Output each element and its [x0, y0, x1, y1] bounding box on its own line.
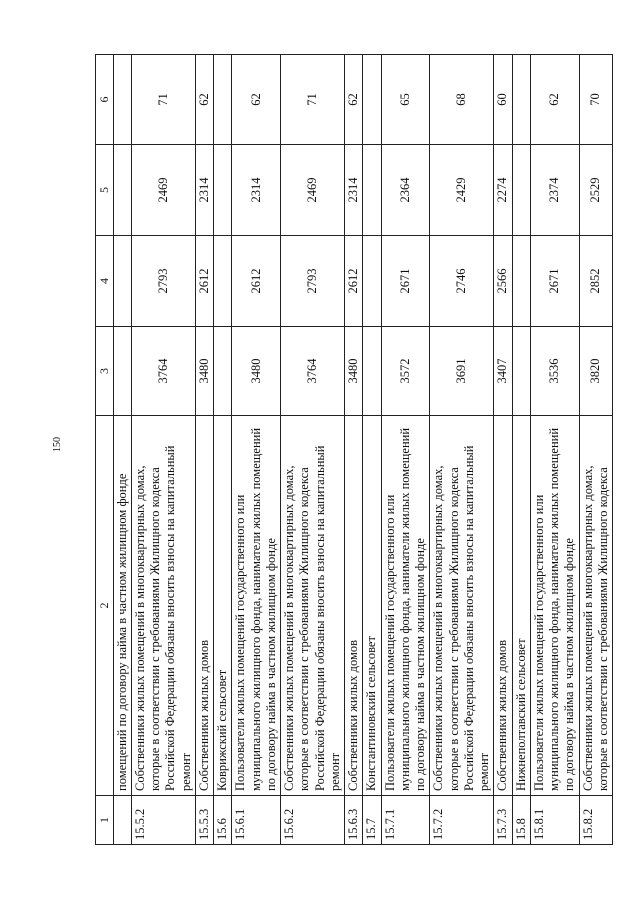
value-col5 [512, 145, 530, 236]
row-name: помещений по договору найма в частном жилищном фонде [113, 416, 131, 796]
row-name: Пользователи жилых помещений государственного или муниципального жилищного фонда, наниматели жилых помещений по договору найма в частном жилищном фонде [530, 416, 579, 796]
value-col5: 2314 [195, 145, 213, 236]
header-cell-5: 5 [96, 145, 114, 236]
value-col3 [512, 327, 530, 416]
value-col3 [214, 327, 232, 416]
value-col5: 2469 [281, 145, 345, 236]
value-col6: 71 [131, 55, 195, 145]
row-code: 15.6 [214, 796, 232, 845]
value-col4: 2852 [579, 236, 613, 327]
row-name: Собственники жилых помещений в многоквартирных домах, которые в соответствии с требованиями Жилищного кодекса Российской Федерации обязаны вносить взносы на капитальный ремонт [430, 416, 494, 796]
value-col5 [214, 145, 232, 236]
value-col3: 3536 [530, 327, 579, 416]
value-col6: 71 [281, 55, 345, 145]
value-col3: 3407 [494, 327, 512, 416]
table-row [131, 55, 195, 845]
header-cell-6: 6 [96, 55, 114, 145]
value-col6: 60 [494, 55, 512, 145]
value-col3: 3691 [430, 327, 494, 416]
value-col4: 2612 [345, 236, 363, 327]
value-col6: 65 [381, 55, 430, 145]
table-row [381, 55, 430, 845]
header-row [96, 55, 114, 845]
row-name: Собственники жилых домов [494, 416, 512, 796]
value-col5: 2469 [131, 145, 195, 236]
table-row [345, 55, 363, 845]
table-row [512, 55, 530, 845]
row-name: Коврижский сельсовет [214, 416, 232, 796]
value-col6: 68 [430, 55, 494, 145]
value-col5 [363, 145, 381, 236]
value-col4 [512, 236, 530, 327]
table-row [281, 55, 345, 845]
row-code: 15.8.2 [579, 796, 613, 845]
value-col5: 2374 [530, 145, 579, 236]
value-col5 [113, 145, 131, 236]
row-name: Собственники жилых помещений в многоквартирных домах, которые в соответствии с требованиями Жилищного кодекса Российской Федерации обязаны вносить взносы на капитальный ремонт [281, 416, 345, 796]
row-code: 15.5.2 [131, 796, 195, 845]
header-cell-1: 1 [96, 796, 114, 845]
value-col4: 2671 [381, 236, 430, 327]
page-number: 150 [52, 437, 63, 452]
value-col3: 3480 [232, 327, 281, 416]
row-name: Собственники жилых домов [195, 416, 213, 796]
row-code: 15.8 [512, 796, 530, 845]
value-col4: 2612 [232, 236, 281, 327]
row-code: 15.5.3 [195, 796, 213, 845]
header-cell-2: 2 [96, 416, 114, 796]
value-col5: 2429 [430, 145, 494, 236]
value-col3 [363, 327, 381, 416]
value-col5: 2314 [345, 145, 363, 236]
table-row [430, 55, 494, 845]
row-code: 15.7 [363, 796, 381, 845]
row-code: 15.6.3 [345, 796, 363, 845]
header-cell-4: 4 [96, 236, 114, 327]
row-name: Собственники жилых помещений в многоквартирных домах, которые в соответствии с требованиями Жилищного кодекса Российской Федерации обязаны вносить взносы на капитальный ремонт [131, 416, 195, 796]
row-name: Собственники жилых домов [345, 416, 363, 796]
value-col3: 3764 [131, 327, 195, 416]
row-code [113, 796, 131, 845]
table-row [195, 55, 213, 845]
value-col6 [512, 55, 530, 145]
row-code: 15.6.1 [232, 796, 281, 845]
table-row [530, 55, 579, 845]
value-col6 [214, 55, 232, 145]
tariff-table [95, 54, 613, 845]
value-col5: 2314 [232, 145, 281, 236]
rotated-page [95, 55, 610, 845]
header-cell-3: 3 [96, 327, 114, 416]
value-col6: 70 [579, 55, 613, 145]
value-col4 [113, 236, 131, 327]
row-code: 15.6.2 [281, 796, 345, 845]
value-col4: 2671 [530, 236, 579, 327]
value-col4: 2566 [494, 236, 512, 327]
table-row [579, 55, 613, 845]
table-row [113, 55, 131, 845]
value-col3: 3764 [281, 327, 345, 416]
value-col3: 3820 [579, 327, 613, 416]
table-row [232, 55, 281, 845]
row-name: Пользователи жилых помещений государственного или муниципального жилищного фонда, наниматели жилых помещений по договору найма в частном жилищном фонде [381, 416, 430, 796]
row-code: 15.7.3 [494, 796, 512, 845]
value-col3: 3480 [345, 327, 363, 416]
value-col6: 62 [345, 55, 363, 145]
row-name: Константиновский сельсовет [363, 416, 381, 796]
value-col6 [113, 55, 131, 145]
value-col6: 62 [195, 55, 213, 145]
table-row [494, 55, 512, 845]
value-col4 [363, 236, 381, 327]
row-name: Нижнеполтавский сельсовет [512, 416, 530, 796]
value-col4 [214, 236, 232, 327]
row-name: Пользователи жилых помещений государственного или муниципального жилищного фонда, наниматели жилых помещений по договору найма в частном жилищном фонде [232, 416, 281, 796]
value-col5: 2364 [381, 145, 430, 236]
value-col3 [113, 327, 131, 416]
row-name: Собственники жилых помещений в многоквартирных домах, которые в соответствии с требованиями Жилищного кодекса [579, 416, 613, 796]
row-code: 15.7.2 [430, 796, 494, 845]
value-col4: 2793 [281, 236, 345, 327]
value-col6: 62 [530, 55, 579, 145]
row-code: 15.7.1 [381, 796, 430, 845]
value-col3: 3480 [195, 327, 213, 416]
value-col4: 2793 [131, 236, 195, 327]
value-col5: 2274 [494, 145, 512, 236]
value-col6: 62 [232, 55, 281, 145]
value-col5: 2529 [579, 145, 613, 236]
table-row [363, 55, 381, 845]
value-col6 [363, 55, 381, 145]
value-col3: 3572 [381, 327, 430, 416]
value-col4: 2746 [430, 236, 494, 327]
table-row [214, 55, 232, 845]
value-col4: 2612 [195, 236, 213, 327]
row-code: 15.8.1 [530, 796, 579, 845]
